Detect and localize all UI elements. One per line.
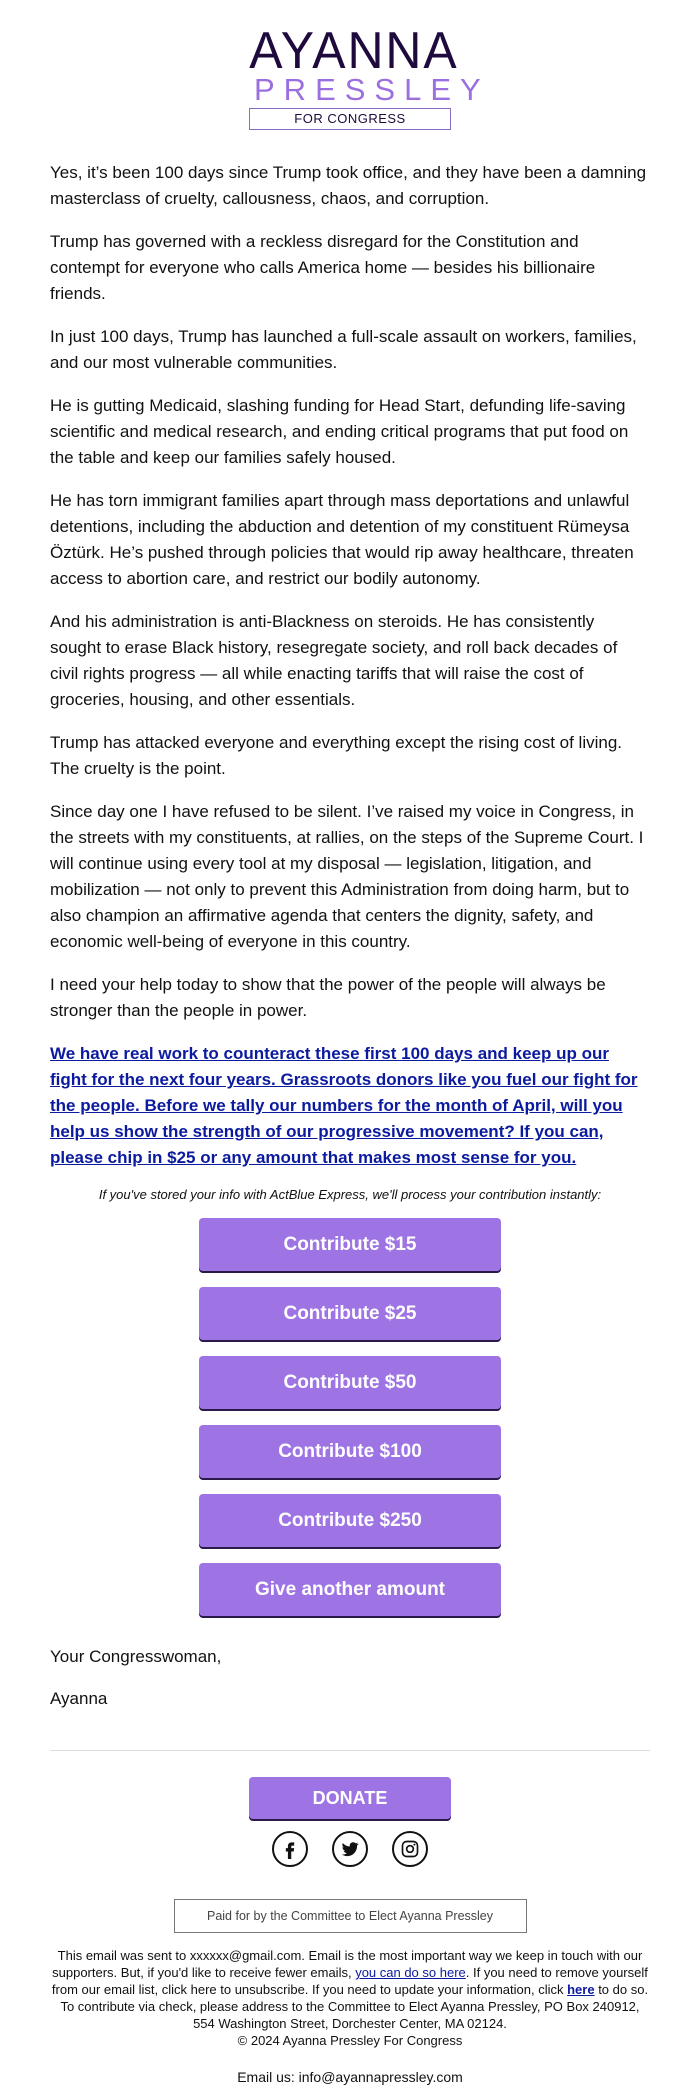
contact-email: Email us: info@ayannapressley.com <box>237 2069 463 2085</box>
contribute-250-button[interactable]: Contribute $250 <box>199 1494 501 1547</box>
instagram-glyph <box>400 1839 420 1859</box>
paragraph-2: Trump has governed with a reckless disregard for the Constitution and contempt for everyone who calls America home — besides his billionaire friends. <box>50 232 596 303</box>
footer-donate-button[interactable]: DONATE <box>249 1777 451 1819</box>
twitter-glyph <box>340 1839 360 1859</box>
signoff: Your Congresswoman, <box>50 1647 222 1666</box>
twitter-icon[interactable] <box>332 1831 368 1867</box>
instagram-icon[interactable] <box>392 1831 428 1867</box>
facebook-glyph <box>280 1839 300 1859</box>
actblue-express-note: If you've stored your info with ActBlue Express, we'll process your contribution instantly: <box>98 1187 602 1202</box>
signature: Ayanna <box>50 1689 108 1708</box>
paid-for-disclaimer: Paid for by the Committee to Elect Ayanna Pressley <box>174 1899 527 1933</box>
paragraph-4: He is gutting Medicaid, slashing funding for Head Start, defunding life-saving scientific and medical research, and ending critical programs that put food on the table and keep our families safely housed. <box>50 396 629 467</box>
facebook-icon[interactable] <box>272 1831 308 1867</box>
paragraph-3: In just 100 days, Trump has launched a full-scale assault on workers, families, and our most vulnerable communities. <box>50 327 637 372</box>
logo-first-name: AYANNA <box>249 22 459 80</box>
paragraph-6: And his administration is anti-Blackness on steroids. He has consistently sought to erase Black history, resegregate society, and roll back decades of civil rights progress — all while enacting tariffs that will raise the cost of groceries, housing, and other essentials. <box>50 612 618 709</box>
donation-appeal-link[interactable]: We have real work to counteract these first 100 days and keep up our fight for the next four years. Grassroots donors like you fuel our fight for the people. Before we tally our numbers for the month of April, will you help us show the strength of our progressive movement? If you can, please chip in $25 or any amount that makes most sense for you. <box>50 1044 638 1167</box>
paragraph-1: Yes, it’s been 100 days since Trump took office, and they have been a damning masterclass of cruelty, callousness, chaos, and corruption. <box>50 163 647 208</box>
campaign-logo[interactable] <box>245 22 490 130</box>
paragraph-5: He has torn immigrant families apart through mass deportations and unlawful detentions, including the abduction and detention of my constituent Rümeysa Öztürk. He’s pushed through policies that would rip away healthcare, threaten access to abortion care, and restrict our bodily autonomy. <box>50 491 634 588</box>
legal-text-part-1: This email was sent to xxxxxx@gmail.com. Email is the most important way we keep in touch with our supporters. But, if you'd like to receive fewer emails, <box>52 1948 643 1980</box>
give-another-amount-button[interactable]: Give another amount <box>199 1563 501 1616</box>
copyright: © 2024 Ayanna Pressley For Congress <box>237 2033 463 2048</box>
update-info-link[interactable]: here <box>567 1982 595 1997</box>
logo-tagline: FOR CONGRESS <box>249 108 451 130</box>
legal-text-part-2: . If you need to remove yourself from our email list, click here to unsubscribe. If you need to update your information, click <box>51 1965 648 1997</box>
contribute-25-button[interactable]: Contribute $25 <box>199 1287 501 1340</box>
legal-text-part-3: to do so. To contribute via check, please address to the Committee to Elect Ayanna Pressley, PO Box 240912, 554 Washington Street, Dorchester Center, MA 02124. <box>60 1982 649 2031</box>
legal-text <box>50 1947 650 2049</box>
paragraph-9: I need your help today to show that the power of the people will always be stronger than the people in power. <box>50 975 606 1020</box>
fewer-emails-link[interactable]: you can do so here <box>355 1965 466 1980</box>
paragraph-7: Trump has attacked everyone and everything except the rising cost of living. The cruelty is the point. <box>50 733 623 778</box>
paragraph-8: Since day one I have refused to be silent. I’ve raised my voice in Congress, in the streets with my constituents, at rallies, on the steps of the Supreme Court. I will continue using every tool at my disposal — legislation, litigation, and mobilization — not only to prevent this Administration from doing harm, but to also champion an affirmative agenda that centers the dignity, safety, and economic well-being of everyone in this country. <box>50 802 644 951</box>
email-body <box>0 160 700 1712</box>
footer-divider <box>50 1750 650 1751</box>
social-links <box>0 1831 700 1867</box>
logo-last-name: PRESSLEY <box>254 72 490 107</box>
contribute-50-button[interactable]: Contribute $50 <box>199 1356 501 1409</box>
contribute-100-button[interactable]: Contribute $100 <box>199 1425 501 1478</box>
contribution-buttons <box>50 1218 650 1632</box>
email-page <box>0 22 700 2094</box>
contribute-15-button[interactable]: Contribute $15 <box>199 1218 501 1271</box>
